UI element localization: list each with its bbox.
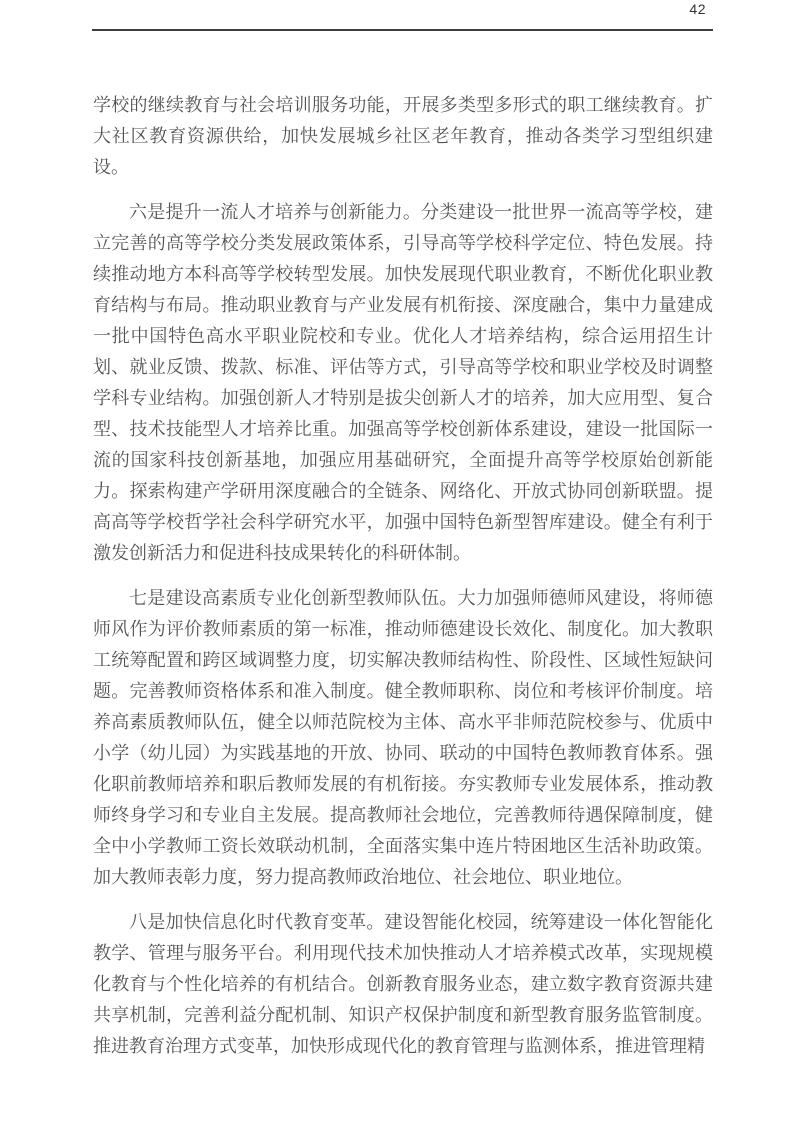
paragraph-section-eight: 八是加快信息化时代教育变革。建设智能化校园，统筹建设一体化智能化教学、管理与服务平台。利用现代技术加快推动人才培养模式改革，实现规模化教育与个性化培养的有机结合。创新教育服务业态，建立数字教育资源共建共享机制，完善利益分配机制、知识产权保护制度和新型教育服务监管制度。推进教育治理方式变革，加快形成现代化的教育管理与监测体系，推进管理精 [93,912,713,1056]
header-rule [92,29,713,31]
paragraph-section-seven: 七是建设高素质专业化创新型教师队伍。大力加强师德师风建设，将师德师风作为评价教师素质的第一标准，推动师德建设长效化、制度化。加大教职工统筹配置和跨区域调整力度，切实解决教师结构性、阶段性、区域性短缺问题。完善教师资格体系和准入制度。健全教师职称、岗位和考核评价制度。培养高素质教师队伍，健全以师范院校为主体、高水平非师范院校参与、优质中小学（幼儿园）为实践基地的开放、协同、联动的中国特色教师教育体系。强化职前教师培养和职后教师发展的有机衔接。夯实教师专业发展体系，推动教师终身学习和专业自主发展。提高教师社会地位，完善教师待遇保障制度，健全中小学教师工资长效联动机制，全面落实集中连片特困地区生活补助政策。加大教师表彰力度，努力提高教师政治地位、社会地位、职业地位。 [93,588,713,887]
page-number: 42 [689,1,706,17]
document-body [93,90,713,1062]
paragraph-continuation: 学校的继续教育与社会培训服务功能，开展多类型多形式的职工继续教育。扩大社区教育资源供给，加快发展城乡社区老年教育，推动各类学习型组织建设。 [93,95,713,177]
paragraph-section-six: 六是提升一流人才培养与创新能力。分类建设一批世界一流高等学校，建立完善的高等学校分类发展政策体系，引导高等学校科学定位、特色发展。持续推动地方本科高等学校转型发展。加快发展现代职业教育，不断优化职业教育结构与布局。推动职业教育与产业发展有机衔接、深度融合，集中力量建成一批中国特色高水平职业院校和专业。优化人才培养结构，综合运用招生计划、就业反馈、拨款、标准、评估等方式，引导高等学校和职业学校及时调整学科专业结构。加强创新人才特别是拔尖创新人才的培养，加大应用型、复合型、技术技能型人才培养比重。加强高等学校创新体系建设，建设一批国际一流的国家科技创新基地，加强应用基础研究，全面提升高等学校原始创新能力。探索构建产学研用深度融合的全链条、网络化、开放式协同创新联盟。提高高等学校哲学社会科学研究水平，加强中国特色新型智库建设。健全有利于激发创新活力和促进科技成果转化的科研体制。 [93,202,713,563]
